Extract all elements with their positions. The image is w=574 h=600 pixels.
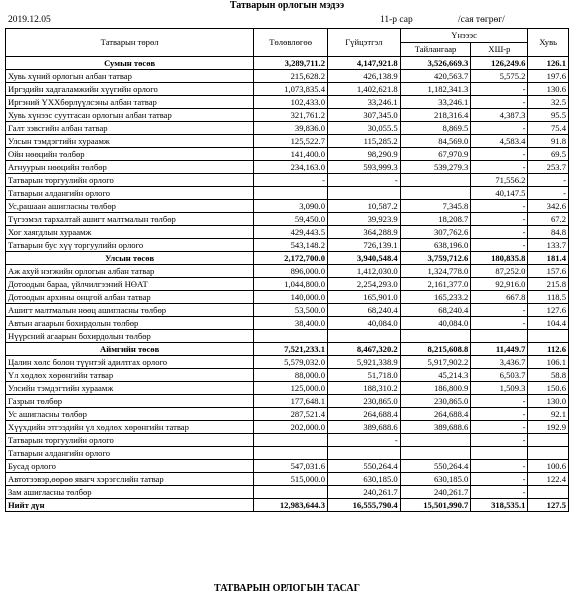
cell-share: 253.7 bbox=[528, 161, 569, 174]
cell-share: 122.4 bbox=[528, 473, 569, 486]
cell-actual-hsh: 1,509.3 bbox=[471, 382, 528, 395]
cell-plan: 515,000.0 bbox=[254, 473, 328, 486]
report-title: Татварын орлогын мэдээ bbox=[229, 0, 345, 11]
cell-plan bbox=[254, 434, 328, 447]
table-row bbox=[6, 213, 569, 226]
cell-actual-report: 8,869.5 bbox=[400, 122, 471, 135]
cell-name: Сумын төсөв bbox=[6, 57, 254, 70]
tax-income-table bbox=[5, 28, 569, 512]
cell-performance bbox=[328, 187, 401, 200]
cell-actual-hsh: 40,147.5 bbox=[471, 187, 528, 200]
cell-actual-report: 1,324,778.0 bbox=[400, 265, 471, 278]
cell-plan: 1,044,800.0 bbox=[254, 278, 328, 291]
cell-plan: 53,500.0 bbox=[254, 304, 328, 317]
cell-plan: 38,400.0 bbox=[254, 317, 328, 330]
table-row bbox=[6, 161, 569, 174]
cell-name: Татварын бус хүү торгуулийн орлого bbox=[6, 239, 254, 252]
cell-name: Нийт дүн bbox=[6, 499, 254, 512]
cell-actual-report: 420,563.7 bbox=[400, 70, 471, 83]
cell-performance: 550,264.4 bbox=[328, 460, 401, 473]
cell-actual-report: 218,316.4 bbox=[400, 109, 471, 122]
footer-title: ТАТВАРЫН ОРЛОГЫН ТАСАГ bbox=[214, 583, 360, 594]
cell-actual-hsh: - bbox=[471, 200, 528, 213]
table-row bbox=[6, 239, 569, 252]
cell-actual-report: 68,240.4 bbox=[400, 304, 471, 317]
cell-actual-hsh: - bbox=[471, 239, 528, 252]
subtotal-row bbox=[6, 252, 569, 265]
cell-actual-report: 3,759,712.6 bbox=[400, 252, 471, 265]
report-unit: /сая төгрөг/ bbox=[458, 15, 505, 25]
cell-plan: 88,000.0 bbox=[254, 369, 328, 382]
header-actual-report: Тайлангаар bbox=[400, 43, 471, 57]
cell-performance bbox=[328, 330, 401, 343]
table-row bbox=[6, 395, 569, 408]
cell-name: Үл хөдлөх хөрөнгийн татвар bbox=[6, 369, 254, 382]
cell-name: Ашигт малтмалын нөөц ашигласны төлбөр bbox=[6, 304, 254, 317]
cell-share: 197.6 bbox=[528, 70, 569, 83]
cell-performance: 4,147,921.8 bbox=[328, 57, 401, 70]
cell-actual-report: 33,246.1 bbox=[400, 96, 471, 109]
cell-performance: 5,921,338.9 bbox=[328, 356, 401, 369]
header-type: Татварын төрөл bbox=[6, 29, 254, 57]
cell-share: 215.8 bbox=[528, 278, 569, 291]
cell-actual-report: 539,279.3 bbox=[400, 161, 471, 174]
cell-name: Хувь хүнээс суутгасан орлогын албан татвар bbox=[6, 109, 254, 122]
cell-actual-report: 15,501,990.7 bbox=[400, 499, 471, 512]
cell-share: 130.0 bbox=[528, 395, 569, 408]
cell-plan: 141,400.0 bbox=[254, 148, 328, 161]
table-row bbox=[6, 265, 569, 278]
cell-actual-hsh: 4,583.4 bbox=[471, 135, 528, 148]
table-row bbox=[6, 408, 569, 421]
cell-actual-hsh: 3,436.7 bbox=[471, 356, 528, 369]
cell-actual-report: 240,261.7 bbox=[400, 486, 471, 499]
cell-share: 127.6 bbox=[528, 304, 569, 317]
cell-actual-hsh: - bbox=[471, 96, 528, 109]
cell-share: 69.5 bbox=[528, 148, 569, 161]
cell-plan: 102,433.0 bbox=[254, 96, 328, 109]
report-date: 2019.12.05 bbox=[8, 15, 51, 25]
header-row bbox=[6, 29, 569, 43]
cell-performance: 98,290.9 bbox=[328, 148, 401, 161]
cell-share: 95.5 bbox=[528, 109, 569, 122]
table-row bbox=[6, 356, 569, 369]
cell-name: Татварын торгуулийн орлого bbox=[6, 434, 254, 447]
table-row bbox=[6, 96, 569, 109]
cell-share: 157.6 bbox=[528, 265, 569, 278]
cell-actual-hsh: - bbox=[471, 304, 528, 317]
cell-share: 104.4 bbox=[528, 317, 569, 330]
table-row bbox=[6, 421, 569, 434]
cell-actual-report: 230,865.0 bbox=[400, 395, 471, 408]
cell-plan: 543,148.2 bbox=[254, 239, 328, 252]
cell-performance: 165,901.0 bbox=[328, 291, 401, 304]
cell-plan bbox=[254, 447, 328, 460]
cell-name: Хувь хүний орлогын албан татвар bbox=[6, 70, 254, 83]
cell-actual-hsh: 180,835.8 bbox=[471, 252, 528, 265]
cell-performance: 51,718.0 bbox=[328, 369, 401, 382]
cell-performance: 40,084.0 bbox=[328, 317, 401, 330]
cell-share: 112.6 bbox=[528, 343, 569, 356]
cell-share: 84.8 bbox=[528, 226, 569, 239]
cell-share: 192.9 bbox=[528, 421, 569, 434]
cell-name: Түгээмэл тархалтай ашигт малтмалын төлбөр bbox=[6, 213, 254, 226]
cell-performance: 364,288.9 bbox=[328, 226, 401, 239]
cell-actual-report: 307,762.6 bbox=[400, 226, 471, 239]
cell-plan: 1,073,835.4 bbox=[254, 83, 328, 96]
cell-share: 92.1 bbox=[528, 408, 569, 421]
cell-actual-report: 165,233.2 bbox=[400, 291, 471, 304]
table-row bbox=[6, 70, 569, 83]
cell-performance: 264,688.4 bbox=[328, 408, 401, 421]
cell-share bbox=[528, 330, 569, 343]
cell-share: 126.1 bbox=[528, 57, 569, 70]
table-row bbox=[6, 460, 569, 473]
cell-performance: 115,285.2 bbox=[328, 135, 401, 148]
cell-actual-hsh: - bbox=[471, 148, 528, 161]
cell-name: Татварын торгуулийн орлого bbox=[6, 174, 254, 187]
cell-performance: 1,402,621.8 bbox=[328, 83, 401, 96]
cell-actual-hsh: - bbox=[471, 395, 528, 408]
table-row bbox=[6, 148, 569, 161]
cell-actual-hsh: - bbox=[471, 122, 528, 135]
cell-actual-hsh: 318,535.1 bbox=[471, 499, 528, 512]
cell-actual-hsh: 87,252.0 bbox=[471, 265, 528, 278]
cell-share: 100.6 bbox=[528, 460, 569, 473]
table-row bbox=[6, 226, 569, 239]
cell-share: 91.8 bbox=[528, 135, 569, 148]
cell-actual-report: 264,688.4 bbox=[400, 408, 471, 421]
cell-actual-hsh: 11,449.7 bbox=[471, 343, 528, 356]
cell-performance: 68,240.4 bbox=[328, 304, 401, 317]
cell-plan: 7,521,233.1 bbox=[254, 343, 328, 356]
cell-name: Дотоодын архины онцгой албан татвар bbox=[6, 291, 254, 304]
cell-share: - bbox=[528, 187, 569, 200]
cell-actual-report: 638,196.0 bbox=[400, 239, 471, 252]
cell-performance: 39,923.9 bbox=[328, 213, 401, 226]
cell-share: 75.4 bbox=[528, 122, 569, 135]
cell-share: 58.8 bbox=[528, 369, 569, 382]
cell-plan: 2,172,700.0 bbox=[254, 252, 328, 265]
cell-actual-report bbox=[400, 174, 471, 187]
cell-name: Татварын алдангийн орлого bbox=[6, 447, 254, 460]
cell-share: 32.5 bbox=[528, 96, 569, 109]
cell-performance: 16,555,790.4 bbox=[328, 499, 401, 512]
cell-share bbox=[528, 434, 569, 447]
table-row bbox=[6, 304, 569, 317]
cell-name: Автотээвэр,өөрөө явагч хэрэгслийн татвар bbox=[6, 473, 254, 486]
cell-name: Улсын төсөв bbox=[6, 252, 254, 265]
table-row bbox=[6, 486, 569, 499]
cell-share: 150.6 bbox=[528, 382, 569, 395]
cell-actual-report: 67,970.9 bbox=[400, 148, 471, 161]
cell-performance: 593,999.3 bbox=[328, 161, 401, 174]
cell-plan: 547,031.6 bbox=[254, 460, 328, 473]
cell-name: Иргэдийн хадгаламжийн хүүгийн орлого bbox=[6, 83, 254, 96]
cell-actual-hsh: - bbox=[471, 421, 528, 434]
cell-actual-report: 2,161,377.0 bbox=[400, 278, 471, 291]
total-row bbox=[6, 499, 569, 512]
header-share: Хувь bbox=[528, 29, 569, 57]
cell-actual-hsh: 6,503.7 bbox=[471, 369, 528, 382]
cell-share: 181.4 bbox=[528, 252, 569, 265]
cell-plan: 125,522.7 bbox=[254, 135, 328, 148]
cell-plan: 287,521.4 bbox=[254, 408, 328, 421]
cell-actual-hsh: - bbox=[471, 226, 528, 239]
cell-plan: 202,000.0 bbox=[254, 421, 328, 434]
cell-performance: - bbox=[328, 434, 401, 447]
cell-performance: 389,688.6 bbox=[328, 421, 401, 434]
cell-plan bbox=[254, 486, 328, 499]
cell-actual-report bbox=[400, 187, 471, 200]
cell-name: Татварын алдангийн орлого bbox=[6, 187, 254, 200]
cell-name: Газрын төлбөр bbox=[6, 395, 254, 408]
table-row bbox=[6, 135, 569, 148]
cell-actual-report: 550,264.4 bbox=[400, 460, 471, 473]
table-row bbox=[6, 122, 569, 135]
cell-performance: 426,138.9 bbox=[328, 70, 401, 83]
header-actual-hsh: ХШ-р bbox=[471, 43, 528, 57]
cell-actual-hsh: - bbox=[471, 486, 528, 499]
table-body bbox=[6, 57, 569, 512]
cell-name: Цалин хөлс болон түүнтэй адилтгах орлого bbox=[6, 356, 254, 369]
cell-plan: 3,090.0 bbox=[254, 200, 328, 213]
cell-name: Нүүрсний агаарын бохирдолын төлбөр bbox=[6, 330, 254, 343]
header-actual: Үнэээс bbox=[400, 29, 528, 43]
cell-name: Улсын тэмдэгтийн хураамж bbox=[6, 135, 254, 148]
cell-actual-hsh: 71,556.2 bbox=[471, 174, 528, 187]
cell-actual-hsh: - bbox=[471, 460, 528, 473]
cell-share: 67.2 bbox=[528, 213, 569, 226]
cell-plan: 896,000.0 bbox=[254, 265, 328, 278]
cell-performance: 230,865.0 bbox=[328, 395, 401, 408]
cell-actual-hsh: - bbox=[471, 434, 528, 447]
cell-name: Хог хаягдлын хураамж bbox=[6, 226, 254, 239]
cell-performance: - bbox=[328, 174, 401, 187]
cell-performance: 188,310.2 bbox=[328, 382, 401, 395]
cell-performance: 1,412,030.0 bbox=[328, 265, 401, 278]
cell-actual-hsh: - bbox=[471, 473, 528, 486]
cell-actual-report: 40,084.0 bbox=[400, 317, 471, 330]
table-row bbox=[6, 447, 569, 460]
cell-name: Агнуурын нөөцийн төлбөр bbox=[6, 161, 254, 174]
cell-performance: 10,587.2 bbox=[328, 200, 401, 213]
cell-share: 342.6 bbox=[528, 200, 569, 213]
header-plan: Төлөвлөгөө bbox=[254, 29, 328, 57]
cell-share: 133.7 bbox=[528, 239, 569, 252]
cell-actual-hsh: - bbox=[471, 161, 528, 174]
cell-actual-report: 186,800.9 bbox=[400, 382, 471, 395]
cell-performance: 630,185.0 bbox=[328, 473, 401, 486]
report-month: 11-р сар bbox=[380, 15, 413, 25]
cell-performance: 30,055.5 bbox=[328, 122, 401, 135]
cell-actual-hsh: 92,916.0 bbox=[471, 278, 528, 291]
table-row bbox=[6, 317, 569, 330]
cell-actual-hsh: 5,575.2 bbox=[471, 70, 528, 83]
cell-plan: 59,450.0 bbox=[254, 213, 328, 226]
cell-name: Хүүхдийн этгээдийн үл хөдлөх хөрөнгийн татвар bbox=[6, 421, 254, 434]
cell-performance: 33,246.1 bbox=[328, 96, 401, 109]
cell-actual-hsh: 126,249.6 bbox=[471, 57, 528, 70]
cell-actual-hsh bbox=[471, 330, 528, 343]
cell-plan: 5,579,032.0 bbox=[254, 356, 328, 369]
cell-performance bbox=[328, 447, 401, 460]
cell-name: Ус ашигласны төлбөр bbox=[6, 408, 254, 421]
cell-actual-report: 18,208.7 bbox=[400, 213, 471, 226]
table-row bbox=[6, 291, 569, 304]
subtotal-row bbox=[6, 57, 569, 70]
cell-name: Автын агаарын бохирдолын төлбөр bbox=[6, 317, 254, 330]
cell-name: Галт зэвсгийн албан татвар bbox=[6, 122, 254, 135]
table-row bbox=[6, 330, 569, 343]
table-row bbox=[6, 174, 569, 187]
cell-plan: 215,628.2 bbox=[254, 70, 328, 83]
table-row bbox=[6, 473, 569, 486]
cell-performance: 726,139.1 bbox=[328, 239, 401, 252]
cell-name: Улсийн тэмдэгтийн хураамж bbox=[6, 382, 254, 395]
table-row bbox=[6, 109, 569, 122]
cell-share: 127.5 bbox=[528, 499, 569, 512]
cell-plan: 125,000.0 bbox=[254, 382, 328, 395]
cell-actual-hsh: - bbox=[471, 408, 528, 421]
cell-actual-report bbox=[400, 330, 471, 343]
subtotal-row bbox=[6, 343, 569, 356]
cell-plan: 140,000.0 bbox=[254, 291, 328, 304]
cell-name: Ус,рашаан ашигласны төлбөр bbox=[6, 200, 254, 213]
cell-actual-hsh bbox=[471, 447, 528, 460]
cell-performance: 307,345.0 bbox=[328, 109, 401, 122]
cell-performance: 3,940,548.4 bbox=[328, 252, 401, 265]
table-row bbox=[6, 278, 569, 291]
table-row bbox=[6, 434, 569, 447]
cell-share: - bbox=[528, 174, 569, 187]
cell-plan: 3,289,711.2 bbox=[254, 57, 328, 70]
table-row bbox=[6, 187, 569, 200]
table-row bbox=[6, 369, 569, 382]
cell-actual-report: 7,345.8 bbox=[400, 200, 471, 213]
cell-actual-report: 45,214.3 bbox=[400, 369, 471, 382]
cell-actual-report: 630,185.0 bbox=[400, 473, 471, 486]
table-row bbox=[6, 83, 569, 96]
cell-name: Иргэний ҮХХбөрлүүлсэны албан татвар bbox=[6, 96, 254, 109]
cell-performance: 240,261.7 bbox=[328, 486, 401, 499]
header-performance: Гүйцэтгэл bbox=[328, 29, 401, 57]
cell-actual-report: 1,182,341.3 bbox=[400, 83, 471, 96]
cell-plan: 321,761.2 bbox=[254, 109, 328, 122]
cell-share bbox=[528, 486, 569, 499]
cell-actual-report: 8,215,608.8 bbox=[400, 343, 471, 356]
cell-plan: 12,983,644.3 bbox=[254, 499, 328, 512]
cell-performance: 8,467,320.2 bbox=[328, 343, 401, 356]
cell-actual-report: 3,526,669.3 bbox=[400, 57, 471, 70]
cell-share: 106.1 bbox=[528, 356, 569, 369]
cell-plan: 234,163.0 bbox=[254, 161, 328, 174]
cell-name: Бусад орлого bbox=[6, 460, 254, 473]
cell-performance: 2,254,293.0 bbox=[328, 278, 401, 291]
cell-name: Зам ашигласны төлбөр bbox=[6, 486, 254, 499]
cell-plan: 429,443.5 bbox=[254, 226, 328, 239]
cell-share: 118.5 bbox=[528, 291, 569, 304]
cell-actual-report: 5,917,902.2 bbox=[400, 356, 471, 369]
cell-name: Дотоодын бараа, үйлчилгээний НӨАТ bbox=[6, 278, 254, 291]
table-row bbox=[6, 382, 569, 395]
cell-plan: 39,836.0 bbox=[254, 122, 328, 135]
cell-actual-report bbox=[400, 434, 471, 447]
cell-actual-hsh: 667.8 bbox=[471, 291, 528, 304]
cell-plan: 177,648.1 bbox=[254, 395, 328, 408]
cell-name: Ойн нөөцийн төлбөр bbox=[6, 148, 254, 161]
cell-plan bbox=[254, 330, 328, 343]
cell-actual-report bbox=[400, 447, 471, 460]
cell-actual-report: 389,688.6 bbox=[400, 421, 471, 434]
cell-share: 130.6 bbox=[528, 83, 569, 96]
cell-actual-report: 84,569.0 bbox=[400, 135, 471, 148]
cell-plan bbox=[254, 187, 328, 200]
cell-actual-hsh: 4,387.3 bbox=[471, 109, 528, 122]
cell-actual-hsh: - bbox=[471, 213, 528, 226]
cell-actual-hsh: - bbox=[471, 83, 528, 96]
cell-name: Аж ахуй нэгжийн орлогын албан татвар bbox=[6, 265, 254, 278]
cell-plan: - bbox=[254, 174, 328, 187]
cell-actual-hsh: - bbox=[471, 317, 528, 330]
cell-name: Аймгийн төсөв bbox=[6, 343, 254, 356]
cell-share bbox=[528, 447, 569, 460]
table-row bbox=[6, 200, 569, 213]
